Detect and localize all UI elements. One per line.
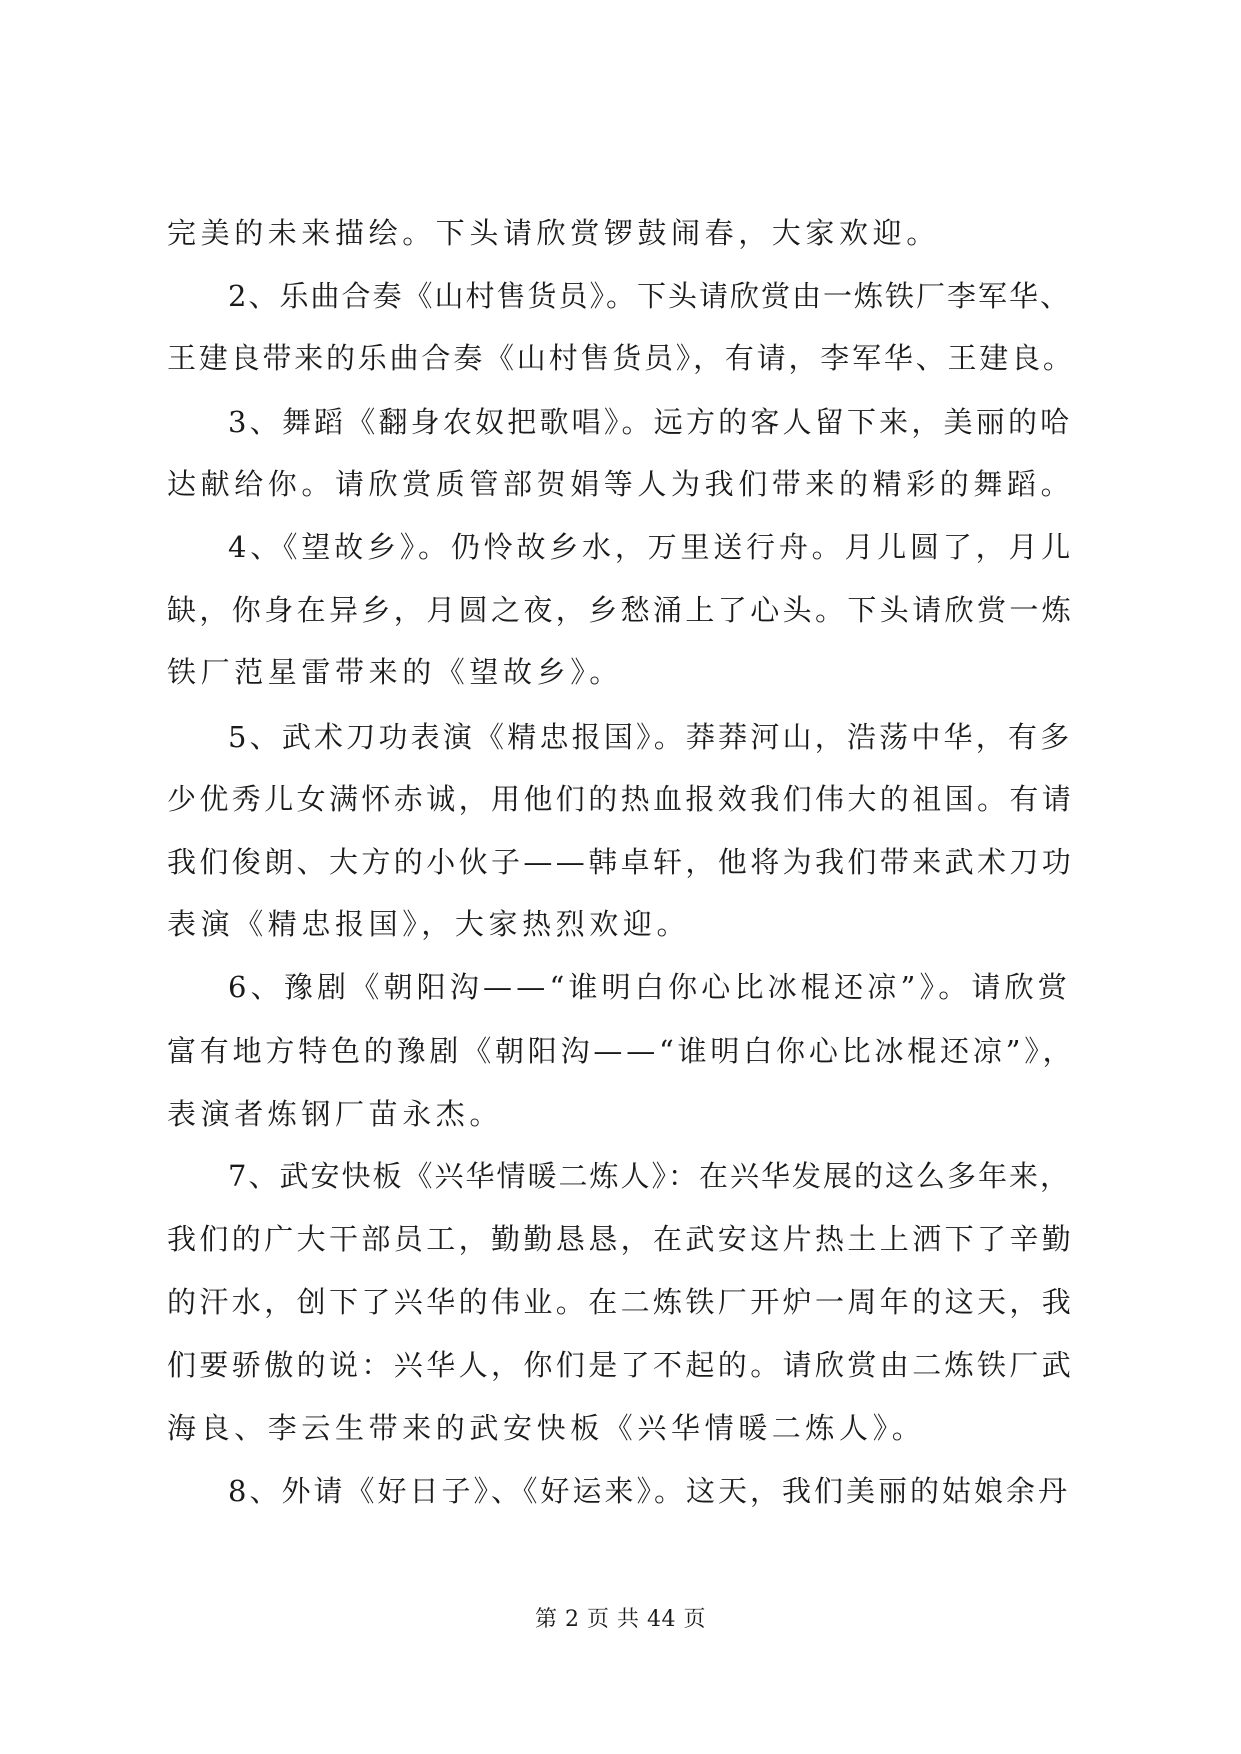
text-line: 我们的广大干部员工，勤勤恳恳，在武安这片热土上洒下了辛勤 — [167, 1222, 1075, 1256]
text-line: 7、武安快板《兴华情暖二炼人》：在兴华发展的这么多年来， — [228, 1159, 1071, 1193]
text-line: 6、豫剧《朝阳沟——“谁明白你心比冰棍还凉”》。请欣赏 — [228, 970, 1072, 1004]
text-line: 表演者炼钢厂苗永杰。 — [167, 1097, 504, 1131]
text-line: 的汗水，创下了兴华的伟业。在二炼铁厂开炉一周年的这天，我 — [167, 1285, 1075, 1319]
text-line: 们要骄傲的说：兴华人，你们是了不起的。请欣赏由二炼铁厂武 — [167, 1348, 1075, 1382]
text-line: 3、舞蹈《翻身农奴把歌唱》。远方的客人留下来，美丽的哈 — [228, 405, 1073, 439]
text-line: 表演《精忠报国》，大家热烈欢迎。 — [167, 907, 691, 941]
text-line: 达献给你。请欣赏质管部贺娟等人为我们带来的精彩的舞蹈。 — [167, 467, 1075, 501]
text-line: 海良、李云生带来的武安快板《兴华情暖二炼人》。 — [167, 1411, 926, 1445]
text-line: 完美的未来描绘。下头请欣赏锣鼓闹春，大家欢迎。 — [167, 216, 940, 250]
text-line: 4、《望故乡》。仍怜故乡水，万里送行舟。月儿圆了，月儿 — [228, 530, 1075, 564]
text-line: 缺，你身在异乡，月圆之夜，乡愁涌上了心头。下头请欣赏一炼 — [167, 593, 1075, 627]
text-line: 富有地方特色的豫剧《朝阳沟——“谁明白你心比冰棍还凉”》， — [167, 1034, 1076, 1068]
text-line: 2、乐曲合奏《山村售货员》。下头请欣赏由一炼铁厂李军华、 — [228, 279, 1071, 313]
text-line: 我们俊朗、大方的小伙子——韩卓轩，他将为我们带来武术刀功 — [167, 845, 1075, 879]
text-line: 少优秀儿女满怀赤诚，用他们的热血报效我们伟大的祖国。有请 — [167, 782, 1075, 816]
text-line: 铁厂范星雷带来的《望故乡》。 — [167, 655, 623, 689]
text-line: 王建良带来的乐曲合奏《山村售货员》，有请，李军华、王建良。 — [167, 341, 1075, 375]
text-line: 8、外请《好日子》、《好运来》。这天，我们美丽的姑娘余丹 — [228, 1474, 1070, 1508]
text-line: 5、武术刀功表演《精忠报国》。莽莽河山，浩荡中华，有多 — [228, 720, 1073, 754]
page-number-footer: 第 2 页 共 44 页 — [535, 1607, 706, 1632]
